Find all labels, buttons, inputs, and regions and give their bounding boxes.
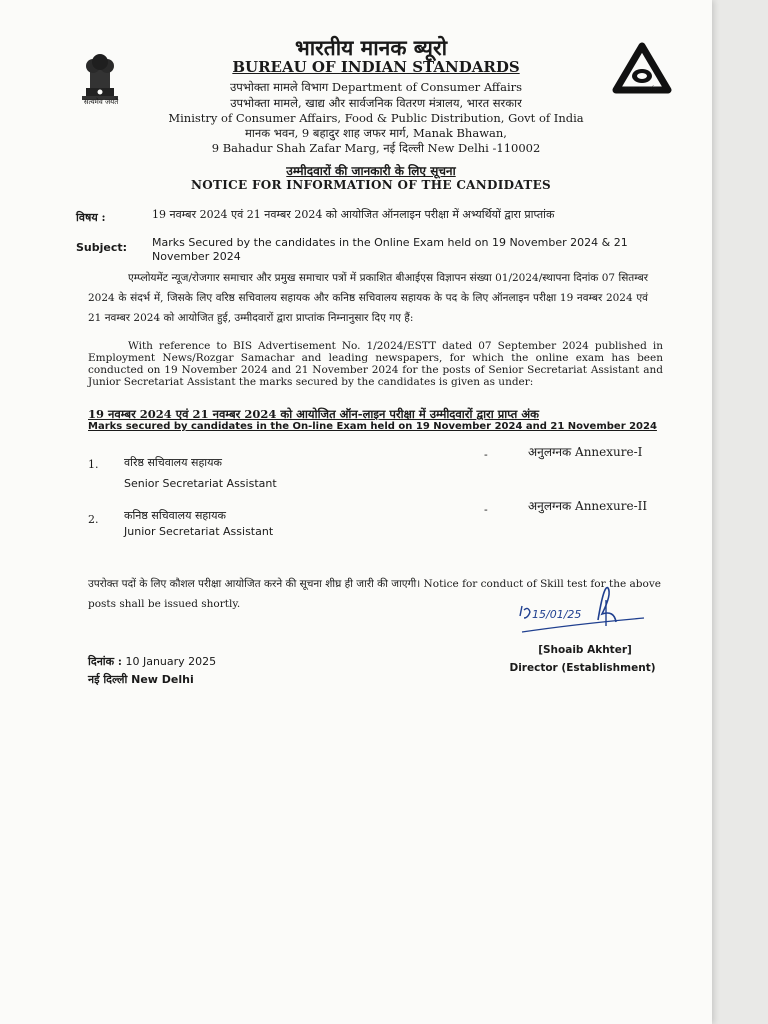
annexure-link[interactable]: अनुलग्नक Annexure-II	[528, 499, 648, 513]
item-hindi-post: वरिष्ठ सचिवालय सहायक	[124, 456, 222, 469]
date-line	[88, 654, 216, 669]
annexure-link[interactable]: अनुलग्नक Annexure-I	[528, 445, 643, 459]
paragraph-english: With reference to BIS Advertisement No. 1/2024/ESTT dated 07 September 2024 published in Employment News/Rozgar Samachar and leading newspapers, for which the online exam has been conducted on 19 November 2024 and 21 November 2024 for the posts of Senior Secretariat Assistant and Junior Secretariat Assistant the marks secured by the candidates is given as under:	[88, 340, 663, 388]
header-hindi-title: भारतीय मानक ब्यूरो	[294, 35, 448, 60]
notice-heading-hindi: उम्मीदवारों की जानकारी के लिए सूचना	[286, 164, 456, 178]
subject-text-hindi: 19 नवम्बर 2024 एवं 21 नवम्बर 2024 को आयोजित ऑनलाइन परीक्षा में अभ्यर्थियों द्वारा प्राप्तांक	[152, 208, 555, 221]
notice-heading-english: NOTICE FOR INFORMATION OF THE CANDIDATES	[191, 178, 551, 192]
header-line-1: उपभोक्ता मामले विभाग Department of Consumer Affairs	[229, 80, 523, 94]
marks-heading-hindi: 19 नवम्बर 2024 एवं 21 नवम्बर 2024 को आयोजित ऑन-लाइन परीक्षा में उम्मीदवारों द्वारा प्राप्त अंक	[88, 407, 539, 421]
item-number: 2.	[88, 513, 99, 526]
header-line-4: मानक भवन, 9 बहादुर शाह जफर मार्ग, Manak Bhawan,	[245, 126, 507, 140]
item-dash: -	[484, 503, 488, 516]
skill-test-note: उपरोक्त पदों के लिए कौशल परीक्षा आयोजित करने की सूचना शीघ्र ही जारी की जाएगी। Notice for conduct of Skill test for the above posts shall be issued shortly.	[88, 578, 661, 610]
paragraph-hindi: एम्प्लोयमेंट न्यूज/रोजगार समाचार और प्रमुख समाचार पत्रों में प्रकाशित बीआईएस विज्ञापन संख्या 01/2024/स्थापना दिनांक 07 सितम्बर 2024 के संदर्भ में, जिसके लिए वरिष्ठ सचिवालय सहायक और कनिष्ठ सचिवालय सहायक के पद के लिए ऑनलाइन परीक्षा 19 नवम्बर 2024 एवं 21 नवम्बर 2024 को आयोजित हुई, उम्मीदवारों द्वारा प्राप्तांक निम्नानुसार दिए गए हैं:	[88, 272, 648, 324]
header-line-3: Ministry of Consumer Affairs, Food & Public Distribution, Govt of India	[168, 111, 584, 125]
header-line-5: 9 Bahadur Shah Zafar Marg, नई दिल्ली New Delhi -110002	[211, 141, 541, 155]
date-value: 10 January 2025	[125, 655, 217, 668]
signatory-name: [Shoaib Akhter]	[538, 644, 632, 656]
place-line: नई दिल्ली New Delhi	[88, 673, 194, 686]
header-line-2: उपभोक्ता मामले, खाद्य और सार्वजनिक वितरण मंत्रालय, भारत सरकार	[230, 96, 522, 110]
marks-heading-english: Marks secured by candidates in the On-line Exam held on 19 November 2024 and 21 November 2024	[88, 421, 657, 432]
signature-date: 15/01/25	[532, 608, 582, 621]
item-hindi-post: कनिष्ठ सचिवालय सहायक	[124, 509, 226, 522]
item-dash: -	[484, 448, 488, 461]
item-english-post: Senior Secretariat Assistant	[124, 477, 277, 490]
signatory-designation: Director (Establishment)	[509, 662, 656, 674]
subject-text-english: Marks Secured by the candidates in the Online Exam held on 19 November 2024 & 21 November 2024	[152, 236, 628, 263]
emblem-caption: सत्यमेव जयते	[83, 98, 119, 106]
handwritten-signature	[516, 580, 646, 642]
date-label: दिनांक :	[88, 655, 122, 668]
subject-label-hindi: विषय :	[76, 211, 106, 224]
header-english-title: BUREAU OF INDIAN STANDARDS	[232, 58, 520, 76]
logo-caption: मानक: पथप्रदर्शक:	[624, 86, 660, 92]
subject-label-english: Subject:	[76, 241, 128, 254]
item-number: 1.	[88, 458, 99, 471]
item-english-post: Junior Secretariat Assistant	[124, 525, 274, 538]
